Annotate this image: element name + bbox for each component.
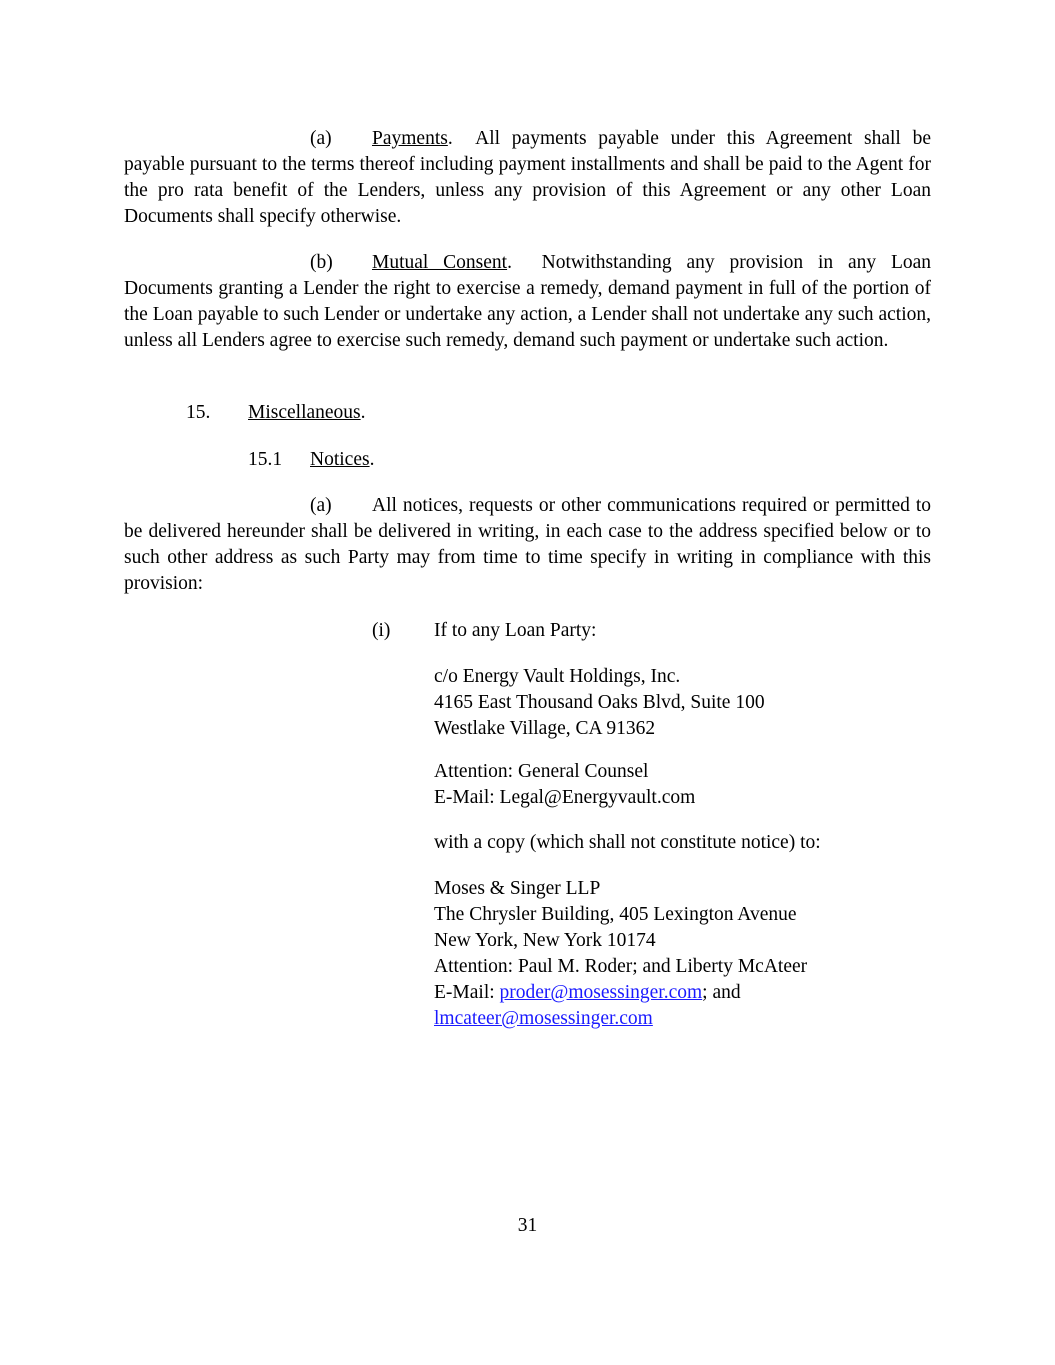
- counsel-address: [434, 876, 934, 1032]
- paragraph-body: All payments payable under this Agreement shall be payable pursuant to the terms thereof including payment installments and shall be paid to the Agent for the pro rata benefit of the Lenders, unless any provision of this Agreement or any other Loan Documents shall specify otherwise.: [124, 128, 931, 227]
- section-15-1-title: Notices.: [310, 449, 375, 470]
- copy-note: with a copy (which shall not constitute notice) to:: [434, 832, 821, 853]
- page-number: 31: [517, 1215, 538, 1236]
- address-line: The Chrysler Building, 405 Lexington Avenue: [434, 904, 797, 925]
- section-15-title: Miscellaneous.: [248, 402, 366, 423]
- attention-line: Attention: General Counsel: [434, 761, 649, 782]
- paragraph-payments: (a) Payments. All payments payable under this Agreement shall be payable pursuant to the terms thereof including payment installments and shall be paid to the Agent for the pro rata benefit of the Lenders, unless any provision of this Agreement or any other Loan Documents shall specify otherwise.: [124, 128, 931, 227]
- paragraph-marker: (a): [310, 495, 332, 516]
- address-line: New York, New York 10174: [434, 930, 656, 951]
- address-line: Westlake Village, CA 91362: [434, 718, 656, 739]
- paragraph-mutual-consent: (b) Mutual Consent. Notwithstanding any provision in any Loan Documents granting a Lender the right to exercise a remedy, demand payment in full of the portion of the Loan payable to such Lender or undertake any action, a Lender shall not undertake any such action, unless all Lenders agree to exercise such remedy, demand such payment or undertake such action.: [124, 252, 932, 351]
- address-line: c/o Energy Vault Holdings, Inc.: [434, 666, 681, 687]
- paragraph-marker: (b): [310, 252, 333, 273]
- paragraph-body: All notices, requests or other communications required or permitted to be delivered hereunder shall be delivered in writing, in each case to the address specified below or to such other address as such Party may from time to time specify in writing in compliance with this provision:: [124, 495, 931, 594]
- heading-payments: Payments: [372, 128, 448, 149]
- heading-mutual-consent: Mutual Consent: [372, 252, 508, 273]
- loan-party-address: [434, 664, 934, 742]
- email-link-lmcateer[interactable]: lmcateer@mosessinger.com: [434, 1008, 653, 1029]
- address-line: 4165 East Thousand Oaks Blvd, Suite 100: [434, 692, 765, 713]
- paragraph-notices: [124, 493, 931, 597]
- email-line: [434, 1006, 934, 1032]
- loan-party-contact: [434, 759, 934, 811]
- item-i-label: If to any Loan Party:: [434, 620, 597, 641]
- counsel-name: Moses & Singer LLP: [434, 878, 601, 899]
- item-i-marker: (i): [372, 620, 391, 641]
- section-15-number: 15.: [186, 402, 211, 423]
- email-line: E-Mail: Legal@Energyvault.com: [434, 787, 696, 808]
- email-link-proder[interactable]: proder@mosessinger.com: [499, 982, 703, 1003]
- section-15-1-number: 15.1: [248, 449, 283, 470]
- paragraph-body: Notwithstanding any provision in any Loan Documents granting a Lender the right to exercise a remedy, demand payment in full of the portion of the Loan payable to such Lender or undertake any action, a Lender shall not undertake any such action, unless all Lenders agree to exercise such remedy, demand such payment or undertake such action.: [124, 252, 932, 351]
- attention-line: Attention: Paul M. Roder; and Liberty McAteer: [434, 956, 808, 977]
- email-line: E-Mail: proder@mosessinger.com; and: [434, 982, 741, 1003]
- paragraph-marker: (a): [310, 128, 332, 149]
